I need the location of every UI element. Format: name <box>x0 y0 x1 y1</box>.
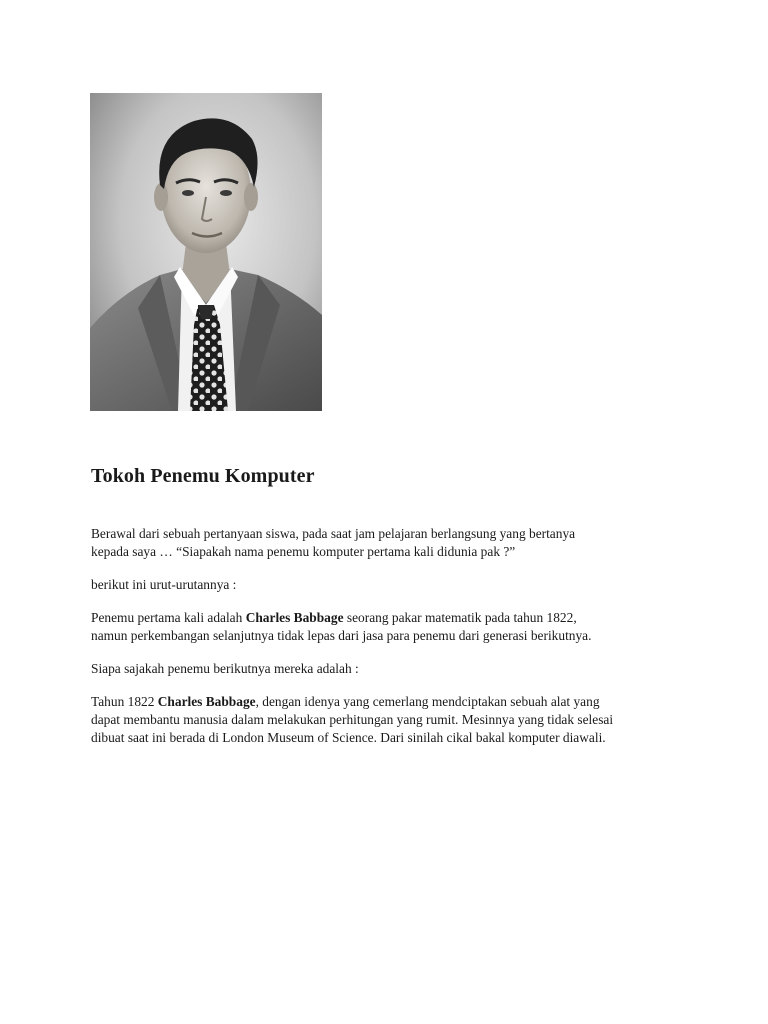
page-title: Tokoh Penemu Komputer <box>91 465 315 487</box>
text-line: Siapa sajakah penemu berikutnya mereka adalah : <box>91 661 359 676</box>
text-segment: Penemu pertama kali adalah <box>91 610 246 625</box>
document-body <box>91 525 691 762</box>
text-line: Berawal dari sebuah pertanyaan siswa, pada saat jam pelajaran berlangsung yang bertanya <box>91 526 576 541</box>
paragraph-intro <box>91 525 691 561</box>
paragraph-sequence <box>91 576 691 594</box>
portrait-photo <box>90 93 322 411</box>
paragraph-first-inventor <box>91 609 691 645</box>
text-line: dapat membantu manusia dalam melakukan perhitungan yang rumit. Mesinnya yang tidak selesai <box>91 712 614 727</box>
paragraph-next-inventors <box>91 660 691 678</box>
text-segment: Tahun 1822 <box>91 694 158 709</box>
text-line: berikut ini urut-urutannya : <box>91 577 237 592</box>
inventor-name: Charles Babbage <box>157 694 256 709</box>
text-segment: , dengan idenya yang cemerlang mendciptakan sebuah alat yang <box>255 694 600 709</box>
text-line: kepada saya … “Siapakah nama penemu komputer pertama kali didunia pak ?” <box>91 544 516 559</box>
text-segment: seorang pakar matematik pada tahun 1822, <box>343 610 577 625</box>
portrait-image <box>90 93 322 411</box>
text-line <box>91 609 691 627</box>
text-line: dibuat saat ini berada di London Museum of Science. Dari sinilah cikal bakal komputer diawali. <box>91 730 606 745</box>
text-line: namun perkembangan selanjutnya tidak lepas dari jasa para penemu dari generasi berikutnya. <box>91 628 592 643</box>
paragraph-babbage <box>91 693 691 747</box>
text-line <box>91 693 691 711</box>
inventor-name: Charles Babbage <box>245 610 344 625</box>
